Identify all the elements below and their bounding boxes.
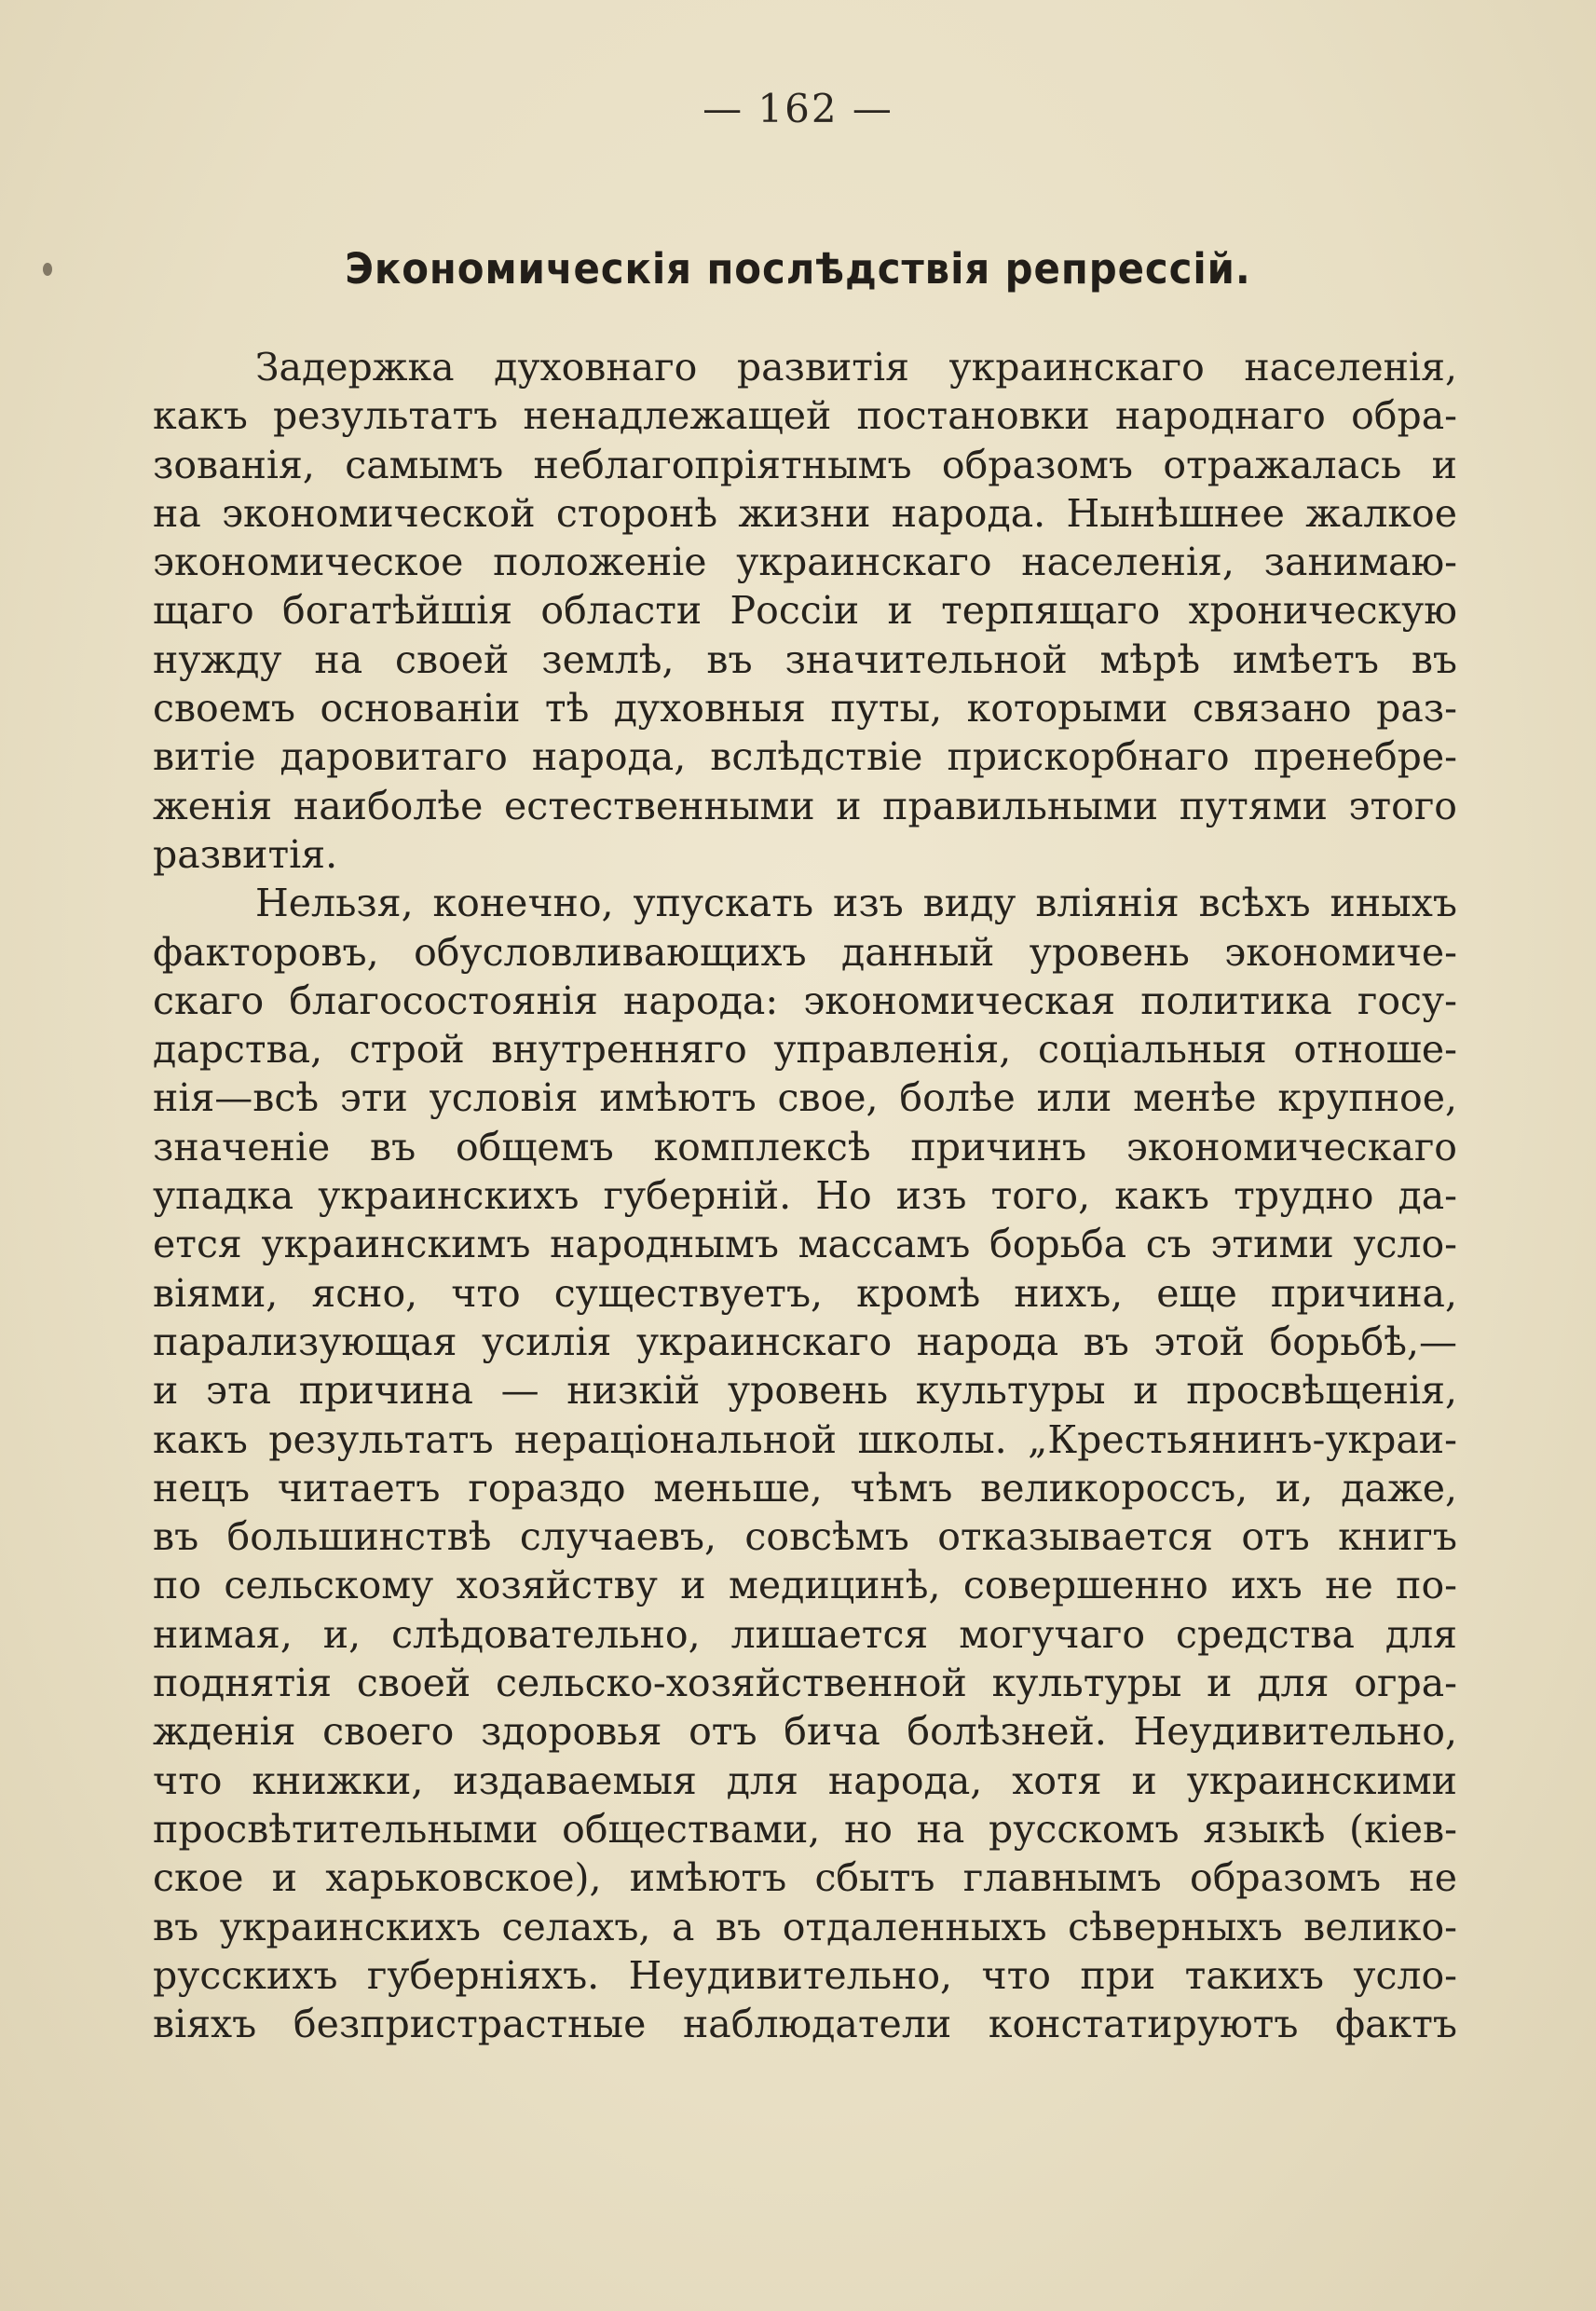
text-line: экономическое положеніе украинскаго населенія, занимаю- xyxy=(153,540,1457,585)
text-line: значеніе въ общемъ комплексѣ причинъ экономическаго xyxy=(153,1124,1457,1169)
text-line: просвѣтительными обществами, но на русскомъ языкѣ (кіев- xyxy=(153,1806,1457,1852)
text-line: въ большинствѣ случаевъ, совсѣмъ отказывается отъ книгъ xyxy=(153,1514,1457,1560)
text-line: жденія своего здоровья отъ бича болѣзней. Неудивительно, xyxy=(153,1709,1457,1755)
text-line: нимая, и, слѣдовательно, лишается могучаго средства для xyxy=(153,1611,1457,1657)
text-line: Нельзя, конечно, упускать изъ виду вліянія всѣхъ иныхъ xyxy=(255,881,1457,926)
text-line: витіе даровитаго народа, вслѣдствіе прискорбнаго пренебре- xyxy=(153,734,1457,780)
text-line: щаго богатѣйшія области Россіи и терпящаго хроническую xyxy=(153,588,1457,634)
text-line: развитія. xyxy=(153,831,338,877)
text-line: скаго благосостоянія народа: экономическая политика госу- xyxy=(153,978,1457,1023)
text-line: зованія, самымъ неблагопріятнымъ образомъ отражалась и xyxy=(153,442,1457,487)
text-line: ское и харьковское), имѣютъ сбытъ главнымъ образомъ не xyxy=(153,1855,1457,1901)
ink-speck xyxy=(43,263,52,276)
text-line: факторовъ, обусловливающихъ данный уровень экономиче- xyxy=(153,929,1457,975)
text-line: нія—всѣ эти условія имѣютъ свое, болѣе или менѣе крупное, xyxy=(153,1075,1457,1121)
text-line: женія наиболѣе естественными и правильными путями этого xyxy=(153,783,1457,828)
text-line: что книжки, издаваемыя для народа, хотя и украинскими xyxy=(153,1757,1457,1803)
text-line: какъ результатъ ненадлежащей постановки народнаго обра- xyxy=(153,393,1457,439)
text-line: нецъ читаетъ гораздо меньше, чѣмъ великороссъ, и, даже, xyxy=(153,1465,1457,1511)
text-line: въ украинскихъ селахъ, а въ отдаленныхъ сѣверныхъ велико- xyxy=(153,1904,1457,1949)
text-line: віяхъ безпристрастные наблюдатели констатируютъ фактъ xyxy=(153,2002,1457,2047)
text-line: русскихъ губерніяхъ. Неудивительно, что при такихъ усло- xyxy=(153,1952,1457,1998)
text-line: своемъ основаніи тѣ духовныя путы, которыми связано раз- xyxy=(153,686,1457,732)
page-number: — 162 — xyxy=(703,86,893,131)
text-line: на экономической сторонѣ жизни народа. Нынѣшнее жалкое xyxy=(153,490,1457,536)
text-line: какъ результатъ нераціональной школы. „Крестьянинъ-украи- xyxy=(153,1416,1457,1462)
text-line: ется украинскимъ народнымъ массамъ борьба съ этими усло- xyxy=(153,1222,1457,1267)
body-text xyxy=(153,343,1457,2048)
text-line: поднятія своей сельско-хозяйственной культуры и для огра- xyxy=(153,1661,1457,1706)
text-line: дарства, строй внутренняго управленія, соціальныя отноше- xyxy=(153,1027,1457,1073)
text-line: нужду на своей землѣ, въ значительной мѣрѣ имѣетъ въ xyxy=(153,636,1457,682)
text-line: Задержка духовнаго развитія украинскаго населенія, xyxy=(255,345,1457,390)
text-line: упадка украинскихъ губерній. Но изъ того, какъ трудно да- xyxy=(153,1173,1457,1219)
paragraph-1 xyxy=(153,343,1457,879)
text-line: парализующая усилія украинскаго народа въ этой борьбѣ,— xyxy=(153,1319,1457,1364)
text-line: и эта причина — низкій уровень культуры и просвѣщенія, xyxy=(153,1368,1457,1414)
paragraph-2 xyxy=(153,879,1457,2048)
text-line: віями, ясно, что существуетъ, кромѣ нихъ, еще причина, xyxy=(153,1270,1457,1316)
text-line: по сельскому хозяйству и медицинѣ, совершенно ихъ не по- xyxy=(153,1563,1457,1608)
section-heading: Экономическія послѣдствія репрессій. xyxy=(345,244,1251,294)
